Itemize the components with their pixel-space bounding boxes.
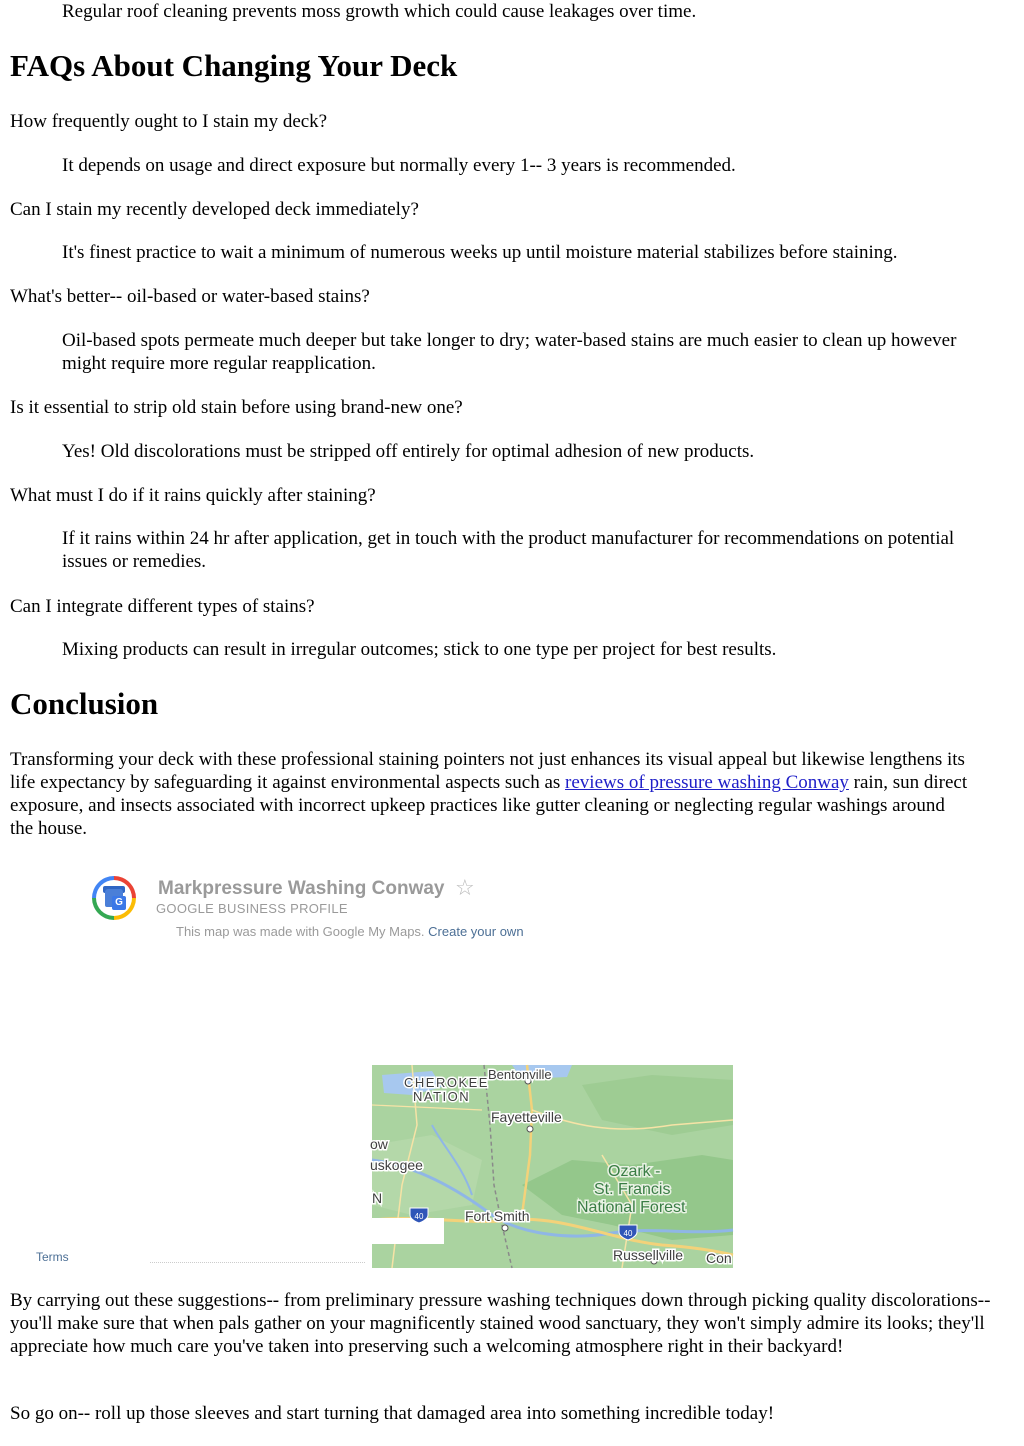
conclusion-text-start: Transforming your deck with these professional staining pointers not just enhances its visual appeal but likewise lengthens its life expectancy by safeguarding it against environmental aspects such as [10,749,965,793]
faq-question: Can I stain my recently developed deck immediately? [10,199,419,220]
map-label-fort-smith: Fort Smith [465,1208,530,1224]
map-view[interactable] [372,1065,733,1268]
pressure-washing-reviews-link[interactable]: reviews of pressure washing Conway [565,772,849,793]
faq-answer: Oil-based spots permeate much deeper but take longer to dry; water-based stains are much easier to clean up however might require more regular reapplication. [62,330,957,374]
faq-heading: FAQs About Changing Your Deck [10,48,458,83]
map-subtitle: GOOGLE BUSINESS PROFILE [156,901,348,916]
map-title[interactable]: Markpressure Washing Conway [158,878,445,899]
faq-answer: It's finest practice to wait a minimum of numerous weeks up until moisture material stabilizes before staining. [62,242,898,263]
map-label-ozark: Ozark - [608,1163,661,1180]
faq-answer: If it rains within 24 hr after application, get in touch with the product manufacturer for recommendations on potential issues or remedies. [62,528,955,572]
map-label-nation: NATION [413,1089,471,1104]
map-label-bentonville: Bentonville [488,1067,552,1082]
map-credit [176,924,524,940]
svg-text:40: 40 [414,1212,424,1221]
faq-answer: It depends on usage and direct exposure but normally every 1-- 3 years is recommended. [62,155,736,176]
faq-answer: Mixing products can result in irregular outcomes; stick to one type per project for best results. [62,639,777,660]
create-your-own-link[interactable]: Create your own [428,924,524,939]
map-label-national-forest: National Forest [577,1199,686,1216]
google-business-icon[interactable]: G [92,876,136,920]
faq-question: Is it essential to strip old stain before using brand-new one? [10,397,463,418]
conclusion-text-end: rain, sun direct exposure, and insects associated with incorrect upkeep practices like gutter cleaning or neglecting regular washings around the house. [10,772,968,839]
faq-question: What must I do if it rains quickly after staining? [10,485,376,506]
conclusion-heading: Conclusion [10,686,159,721]
map-attribution-faint [150,1262,365,1269]
closing-paragraph: So go on-- roll up those sleeves and start turning that damaged area into something incredible today! [10,1403,775,1424]
intro-line: Regular roof cleaning prevents moss growth which could cause leakages over time. [62,1,697,22]
map-label-n: N [372,1190,383,1206]
conclusion-paragraph [10,748,970,840]
star-outline-icon[interactable]: ☆ [455,876,475,901]
map-made-with: This map was made with Google My Maps. [176,924,425,939]
map-label-fayetteville: Fayetteville [491,1109,562,1125]
faq-answer: Yes! Old discolorations must be stripped off entirely for optimal adhesion of new products. [62,441,755,462]
svg-text:40: 40 [623,1229,633,1238]
map-label-ow: ow [370,1136,388,1152]
map-label-muskogee: uskogee [370,1157,423,1173]
faq-question: Can I integrate different types of stains? [10,596,315,617]
map-label-con: Con [706,1250,732,1266]
faq-question: What's better-- oil-based or water-based stains? [10,286,370,307]
map-label-russellville: Russellville [613,1247,684,1263]
map-label-cherokee: CHEROKEE [404,1075,489,1090]
closing-paragraph: By carrying out these suggestions-- from preliminary pressure washing techniques down through picking quality discolorations-- you'll make sure that when pals gather on your magnificently stained wood sanctuary, they won't simply admire its looks; they'll appreciate how much care you've taken into preserving such a welcoming atmosphere right in their backyard! [10,1290,991,1357]
map-label-st-francis: St. Francis [594,1181,671,1198]
faq-question: How frequently ought to I stain my deck? [10,111,328,132]
terms-link[interactable]: Terms [36,1250,69,1264]
